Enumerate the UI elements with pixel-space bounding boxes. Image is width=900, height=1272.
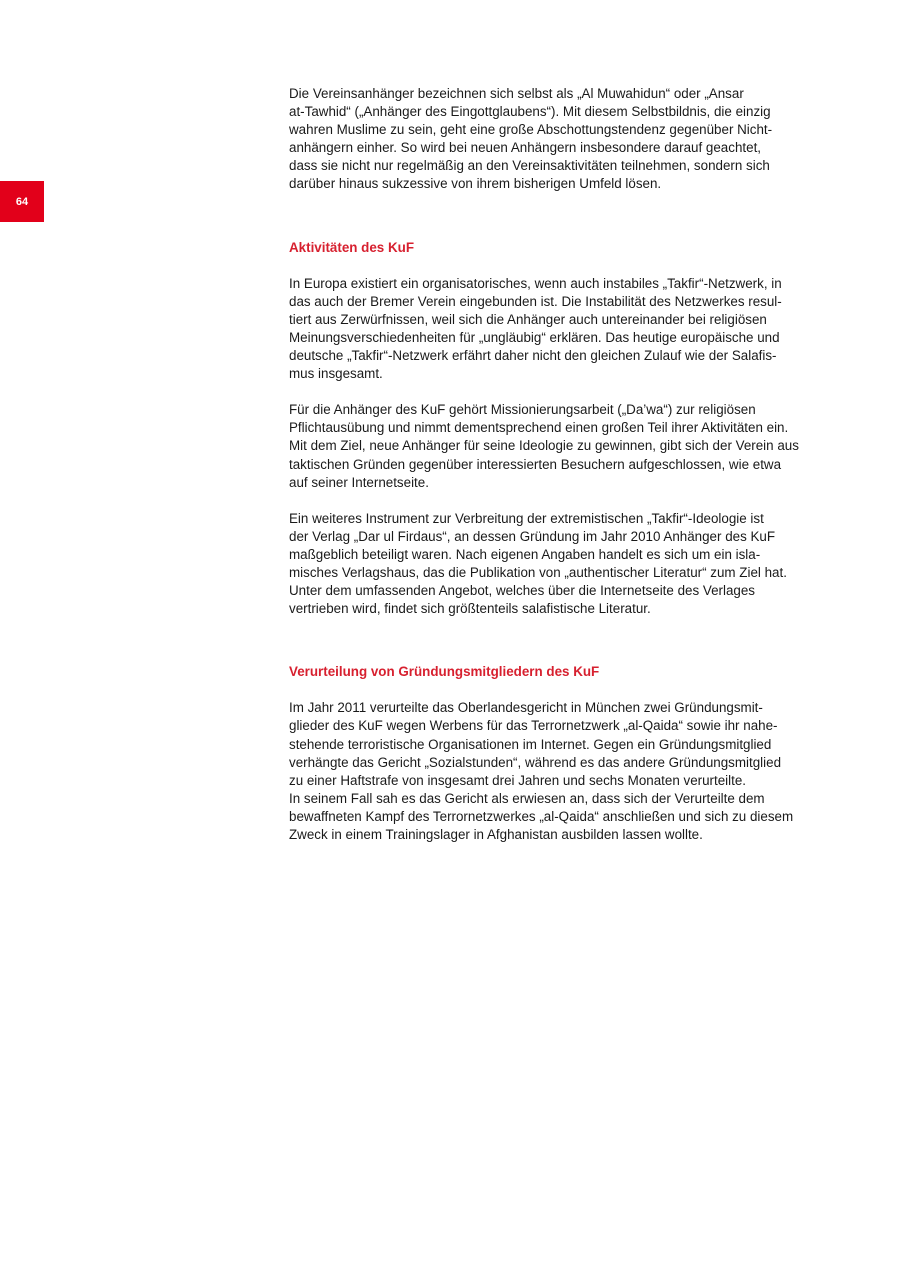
section-heading-convictions: Verurteilung von Gründungsmitgliedern des KuF [289,664,600,680]
intro-paragraph: Die Vereinsanhänger bezeichnen sich selbst als „Al Muwahidun“ oder „Ansar at-Tawhid“ („Anhänger des Eingottglaubens“). Mit diesem Selbstbildnis, die einzig wahren Muslime zu sein, geht eine große Abschottungstendenz gegenüber Nicht- anhängern einher. So wird bei neuen Anhängern insbesondere darauf geachtet, dass sie nicht nur regelmäßig an den Vereinsaktivitäten teilnehmen, sondern sich darüber hinaus sukzessive von ihrem bisherigen Umfeld lösen. [289,86,773,192]
convictions-paragraph: Im Jahr 2011 verurteilte das Oberlandesgericht in München zwei Gründungsmit- glieder des KuF wegen Werbens für das Terrornetzwerk „al-Qaida“ sowie ihr nahe- stehende terroristische Organisationen im Internet. Gegen ein Gründungsmitglied verhängte das Gericht „Sozialstunden“, während es das andere Gründungsmitglied zu einer Haftstrafe von insgesamt drei Jahren und sechs Monaten verurteilte. In seinem Fall sah es das Gericht als erwiesen an, dass sich der Verurteilte dem bewaffneten Kampf des Terrornetzwerkes „al-Qaida“ anschließen und sich zu diesem Zweck in einem Trainingslager in Afghanistan ausbilden lassen wollte. [289,700,794,842]
activities-paragraph-2: Für die Anhänger des KuF gehört Missionierungsarbeit („Da’wa“) zur religiösen Pflichtausübung und nimmt dementsprechend einen großen Teil ihrer Aktivitäten ein. Mit dem Ziel, neue Anhänger für seine Ideologie zu gewinnen, gibt sich der Verein aus taktischen Gründen gegenüber interessierten Besuchern aufgeschlossen, wie etwa auf seiner Internetseite. [289,402,799,490]
section-heading-activities: Aktivitäten des KuF [289,239,415,255]
activities-paragraph-1: In Europa existiert ein organisatorisches, wenn auch instabiles „Takfir“-Netzwerk, in das auch der Bremer Verein eingebunden ist. Die Instabilität des Netzwerkes resul- tiert aus Zerwürfnissen, weil sich die Anhänger auch untereinander bei religiösen Meinungsverschiedenheiten für „ungläubig“ erklären. Das heutige europäische und deutsche „Takfir“-Netzwerk erfährt daher nicht den gleichen Zulauf wie der Salafis- mus insgesamt. [289,275,782,382]
page-number: 64 [15,195,29,208]
page-number-tab [0,181,44,222]
document-body [289,85,849,844]
activities-paragraph-3: Ein weiteres Instrument zur Verbreitung der extremistischen „Takfir“-Ideologie ist der Verlag „Dar ul Firdaus“, an dessen Gründung im Jahr 2010 Anhänger des KuF maßgeblich beteiligt waren. Nach eigenen Angaben handelt es sich um ein isla- misches Verlagshaus, das die Publikation von „authentischer Literatur“ zum Ziel hat. Unter dem umfassenden Angebot, welches über die Internetseite des Verlages vertrieben wird, findet sich größtenteils salafistische Literatur. [289,510,787,617]
